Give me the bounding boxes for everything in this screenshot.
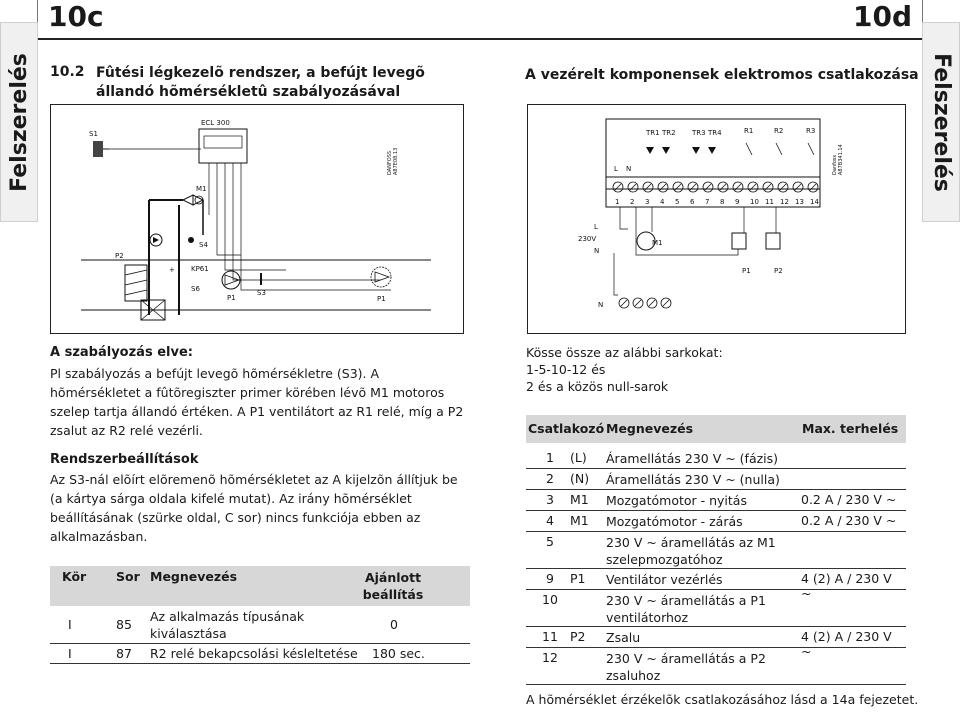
label-p1-a: P1 xyxy=(227,294,236,302)
connection-note-line3: 2 és a közös null-sarok xyxy=(526,379,669,394)
terminal-number: 5 xyxy=(675,198,680,206)
cell-desc: 230 V ~ áramellátás a P1 ventilátorhoz xyxy=(606,593,766,625)
label-l: L xyxy=(614,165,618,173)
col-kor: Kör xyxy=(62,569,87,584)
label-s3: S3 xyxy=(257,289,266,297)
cell-desc: Zsalu xyxy=(606,630,641,645)
neutral-terminal-bar xyxy=(619,298,671,308)
hydraulic-diagram-svg xyxy=(51,105,462,332)
cell-num: 12 xyxy=(542,650,558,665)
top-left-rule xyxy=(37,0,38,22)
page-number-right: 10d xyxy=(852,0,912,33)
col-csatlakozo: Csatlakozó xyxy=(528,421,605,436)
col-sor: Sor xyxy=(116,569,140,584)
section-title: Fûtési légkezelõ rendszer, a befújt levegõ állandó hõmérsékletû szabályozásával xyxy=(96,65,425,100)
cell-num: 11 xyxy=(542,629,558,644)
connection-note-line2: 1-5-10-12 és xyxy=(526,362,606,377)
label-n: N xyxy=(626,165,632,173)
cell-desc: 230 V ~ áramellátás az M1 szelepmozgatóhoz xyxy=(606,535,776,567)
label-230v: 230V xyxy=(578,235,597,243)
controller-icon xyxy=(199,129,247,163)
cell-megnevezes: R2 relé bekapcsolási késleltetése xyxy=(150,646,358,661)
footnote: A hõmérséklet érzékelõk csatlakozásához lásd a 14a fejezetet. xyxy=(526,692,919,707)
label-danfoss-left: DANFOSS xyxy=(387,150,393,175)
table-row xyxy=(526,448,906,469)
cell-sor: 85 xyxy=(116,617,132,632)
label-r1: R1 xyxy=(744,127,754,135)
terminal-number: 3 xyxy=(645,198,650,206)
label-p1-b: P1 xyxy=(377,295,386,303)
table-row xyxy=(526,532,906,569)
label-tr3: TR3 xyxy=(692,129,706,137)
label-n-2: N xyxy=(594,247,600,255)
cell-max: 0.2 A / 230 V ~ xyxy=(801,513,897,528)
heading-settings: Rendszerbeállítások xyxy=(50,452,199,467)
side-tab-left xyxy=(0,22,38,222)
cell-desc: Áramellátás 230 V ~ (fázis) xyxy=(606,451,779,466)
cell-kor: I xyxy=(68,617,72,632)
cell-num: 3 xyxy=(546,492,554,507)
terminal-number: 10 xyxy=(750,198,759,206)
hydraulic-diagram xyxy=(50,104,464,334)
connection-note xyxy=(526,344,906,395)
table-row xyxy=(50,606,470,644)
label-tr4: TR4 xyxy=(708,129,722,137)
cell-code: (N) xyxy=(570,471,590,486)
cell-desc: Áramellátás 230 V ~ (nulla) xyxy=(606,472,780,487)
label-s6: S6 xyxy=(191,285,200,293)
label-m1-right: M1 xyxy=(652,239,663,247)
table-row xyxy=(526,469,906,490)
outdoor-sensor-icon xyxy=(93,141,103,157)
table-row xyxy=(526,648,906,685)
label-s4: S4 xyxy=(199,241,208,249)
label-l-2: L xyxy=(594,223,598,231)
cell-desc: Mozgatómotor - zárás xyxy=(606,514,743,529)
label-code-right: A87B341.14 xyxy=(838,144,844,175)
section-number: 10.2 xyxy=(50,64,85,80)
paragraph-settings: Az S3-nál elõírt elõremenõ hõmérsékletet az A kijelzõn állítjuk be (a kártya sárga oldala kifelé mutat). Az irány hõmérséklet beállításának (szürke oldal, C sor) nincs funkciója ebben az alkalmazásban. xyxy=(50,472,458,544)
label-r3: R3 xyxy=(806,127,816,135)
cell-kor: I xyxy=(68,646,72,661)
cell-max: 4 (2) A / 230 V ~ xyxy=(801,629,892,659)
cell-code: P1 xyxy=(570,571,586,586)
label-s1: S1 xyxy=(89,130,98,138)
paragraph-principle: Pl szabályozás a befújt levegõ hõmérsékletre (S3). A hõmérsékletet a fûtõregiszter primer körében lévõ M1 motoros szelep tartja állandó értéken. A P1 ventilátort az R1 relé, míg a P2 zsalut az R2 relé vezérli. xyxy=(50,366,464,438)
connection-note-line1: Kösse össze az alábbi sarkokat: xyxy=(526,345,723,360)
header-rule xyxy=(37,38,923,40)
label-n-3: N xyxy=(598,301,604,309)
label-danfoss-right: Danfoss xyxy=(832,154,838,175)
label-code-left: A87E08.13 xyxy=(393,147,399,175)
settings-table-header xyxy=(50,566,470,606)
cell-ertek: 180 sec. xyxy=(372,646,425,661)
terminal-strip xyxy=(606,177,820,207)
connections-table-header xyxy=(526,415,906,443)
top-right-rule xyxy=(922,0,923,22)
wiring-diagram-svg xyxy=(528,105,904,332)
label-kp61: KP61 xyxy=(191,265,209,273)
table-row xyxy=(526,490,906,511)
label-m1: M1 xyxy=(196,185,207,193)
cell-code: P2 xyxy=(570,629,586,644)
damper-p2-icon xyxy=(766,233,780,249)
cell-desc: 230 V ~ áramellátás a P2 zsaluhoz xyxy=(606,651,766,683)
label-p1-right: P1 xyxy=(742,267,751,275)
side-tab-right xyxy=(922,22,960,222)
side-tab-left-label: Felszerelés xyxy=(6,52,32,192)
cell-num: 10 xyxy=(542,592,558,607)
table-row xyxy=(50,644,470,664)
terminal-number: 7 xyxy=(705,198,710,206)
cell-desc: Mozgatómotor - nyitás xyxy=(606,493,747,508)
terminal-number: 13 xyxy=(795,198,804,206)
table-row xyxy=(526,511,906,532)
cell-max: 0.2 A / 230 V ~ xyxy=(801,492,897,507)
terminal-number: 4 xyxy=(660,198,665,206)
terminal-number: 2 xyxy=(630,198,635,206)
terminal-number: 6 xyxy=(690,198,695,206)
label-tr2: TR2 xyxy=(662,129,676,137)
terminal-number: 1 xyxy=(615,198,620,206)
label-plus: + xyxy=(169,266,175,274)
col-megnevezes: Megnevezés xyxy=(150,569,238,584)
connections-table-body xyxy=(526,448,906,685)
page-number-left: 10c xyxy=(48,0,104,33)
label-r2: R2 xyxy=(774,127,784,135)
label-p2-right: P2 xyxy=(774,267,783,275)
cell-code: M1 xyxy=(570,513,589,528)
cell-ertek: 0 xyxy=(390,617,398,632)
label-tr1: TR1 xyxy=(646,129,660,137)
terminal-number: 12 xyxy=(780,198,789,206)
cell-code: M1 xyxy=(570,492,589,507)
cell-num: 2 xyxy=(546,471,554,486)
settings-table xyxy=(50,566,470,664)
terminal-number: 9 xyxy=(735,198,740,206)
wiring-diagram xyxy=(527,104,906,334)
cell-desc: Ventilátor vezérlés xyxy=(606,572,723,587)
terminal-number: 8 xyxy=(720,198,725,206)
side-tab-right-label: Felszerelés xyxy=(928,52,954,192)
table-row xyxy=(526,590,906,627)
col-ajanlott: Ajánlott beállítás xyxy=(362,570,424,602)
label-ecl: ECL 300 xyxy=(201,119,230,127)
right-section-title: A vezérelt komponensek elektromos csatlakozása xyxy=(525,67,919,83)
heading-principle: A szabályozás elve: xyxy=(50,345,193,360)
connections-table xyxy=(526,415,906,685)
cell-num: 1 xyxy=(546,450,554,465)
label-p2: P2 xyxy=(115,252,124,260)
terminal-number: 11 xyxy=(765,198,774,206)
cell-sor: 87 xyxy=(116,646,132,661)
terminal-number: 14 xyxy=(810,198,819,206)
col-max: Max. terhelés xyxy=(802,421,899,436)
cell-megnevezes: Az alkalmazás típusának kiválasztása xyxy=(150,609,305,641)
cell-num: 9 xyxy=(546,571,554,586)
fan-p1-icon xyxy=(732,233,746,249)
cell-max: 4 (2) A / 230 V ~ xyxy=(801,571,892,601)
cell-num: 5 xyxy=(546,534,554,549)
col-megnevezes-right: Megnevezés xyxy=(606,421,694,436)
cell-num: 4 xyxy=(546,513,554,528)
cell-code: (L) xyxy=(570,450,587,465)
